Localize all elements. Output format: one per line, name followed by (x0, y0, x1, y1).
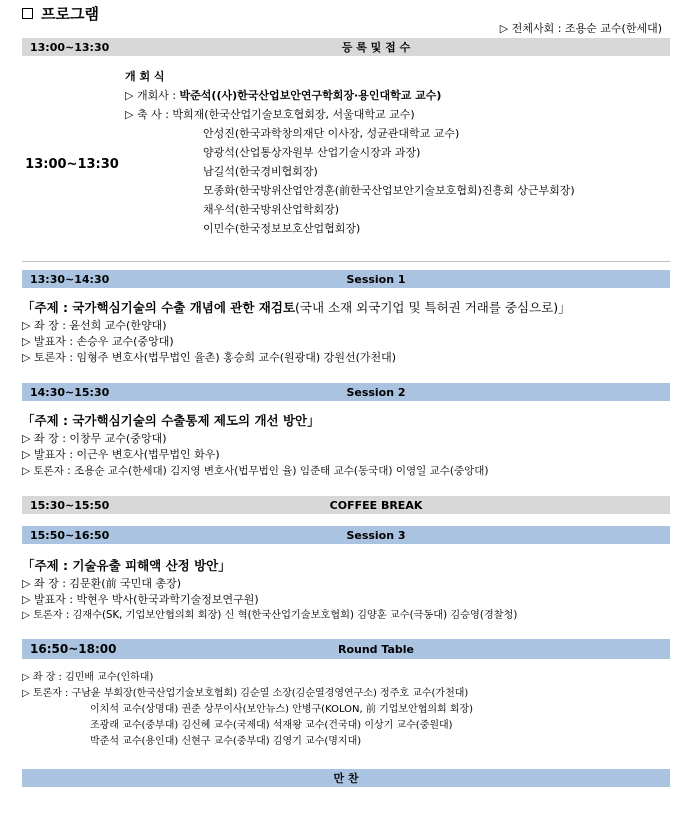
coffee-break-label: COFFEE BREAK (329, 498, 423, 512)
roundtable-label: Round Table (337, 642, 414, 656)
congrats-speaker: 채우석(한국방위산업학회장) (203, 203, 340, 216)
session1-discussants: ▷ 토론자 : 임형주 변호사(법무법인 율촌) 홍승희 교수(원광대) 강원선(가천대) (22, 351, 397, 364)
session1-presenter: ▷ 발표자 : 손승우 교수(중앙대) (22, 335, 174, 348)
opening-heading: 개 회 식 (125, 70, 165, 83)
session3-label: Session 3 (346, 528, 406, 542)
congrats-first: ▷ 축 사 : 박희재(한국산업기술보호협회장, 서울대학교 교수) (125, 108, 415, 121)
session1-topic-normal: (국내 소재 외국기업 및 특허권 거래를 중심으로)」 (295, 300, 571, 315)
session1-time: 13:30~14:30 (30, 272, 110, 286)
session2-presenter: ▷ 발표자 : 이근우 변호사(법무법인 화우) (22, 448, 220, 461)
registration-bar (22, 38, 670, 56)
session3-time: 15:50~16:50 (30, 528, 110, 542)
session1-chair: ▷ 좌 장 : 윤선희 교수(한양대) (22, 319, 167, 332)
session3-discussants: ▷ 토론자 : 김재수(SK, 기업보안협의회 회장) 신 혁(한국산업기술보호협회) 김양훈 교수(극동대) 김승영(경찰청) (22, 610, 518, 621)
moderator-line: ▷ 전체사회 : 조용순 교수(한세대) (499, 22, 662, 35)
session1-content (22, 298, 670, 366)
roundtable-content (22, 670, 670, 750)
roundtable-time: 16:50~18:00 (30, 642, 117, 656)
coffee-break-bar (22, 496, 670, 514)
session2-bar (22, 383, 670, 401)
congrats-speaker: 남길석(한국경비협회장) (203, 165, 318, 178)
checkbox-square-icon (22, 8, 33, 19)
session2-chair: ▷ 좌 장 : 이창무 교수(중앙대) (22, 432, 167, 445)
session1-topic (22, 298, 670, 318)
session3-content (22, 556, 670, 624)
session2-topic: 「주제 : 국가핵심기술의 수출통제 제도의 개선 방안」 (22, 413, 320, 428)
session2-time: 14:30~15:30 (30, 385, 110, 399)
opening-speech-prefix: ▷ 개회사 : (125, 89, 180, 102)
roundtable-bar (22, 639, 670, 659)
roundtable-discussants-line: 이치석 교수(상명대) 권준 상무이사(보안뉴스) 안병구(KOLON, 前 기업보안협의회 회장) (90, 704, 474, 715)
congrats-speaker: 모종화(한국방위산업안경훈(前한국산업보안기술보호협회)진흥회 상근부회장) (203, 184, 575, 197)
roundtable-discussants-first: ▷ 토론자 : 구남윤 부회장(한국산업기술보호협회) 김순열 소장(김순열경영연구소) 정주호 교수(가천대) (22, 688, 469, 699)
session2-content (22, 411, 670, 479)
opening-content (125, 67, 575, 238)
session1-bar (22, 270, 670, 288)
session2-discussants: ▷ 토론자 : 조용순 교수(한세대) 김지영 변호사(법무법인 율) 임준태 교수(동국대) 이영일 교수(중앙대) (22, 465, 489, 477)
session1-topic-bold: 「주제 : 국가핵심기술의 수출 개념에 관한 재검토 (22, 300, 296, 315)
roundtable-discussants-line: 조광래 교수(중부대) 김신혜 교수(국제대) 석재왕 교수(건국대) 이상기 교수(중원대) (90, 720, 453, 731)
session3-chair: ▷ 좌 장 : 김문환(前 국민대 총장) (22, 577, 181, 590)
closing-label: 만 찬 (333, 772, 359, 785)
session2-label: Session 2 (346, 385, 406, 399)
registration-label: 등 록 및 접 수 (341, 41, 411, 54)
opening-ceremony (22, 67, 670, 262)
closing-bar (22, 769, 670, 787)
roundtable-chair: ▷ 좌 장 : 김민배 교수(인하대) (22, 672, 154, 683)
congrats-speaker: 안성진(한국과학창의재단 이사장, 성균관대학교 교수) (203, 127, 460, 140)
roundtable-discussants-line: 박준석 교수(용인대) 신현구 교수(중부대) 김영기 교수(명지대) (90, 736, 362, 747)
congrats-speaker: 이민수(한국정보보호산업협회장) (203, 222, 361, 235)
session3-bar (22, 526, 670, 544)
page-title (22, 3, 99, 24)
opening-time: 13:00~13:30 (25, 156, 119, 172)
opening-speech-name: 박준석((사)한국산업보안연구학회장·용인대학교 교수) (179, 89, 442, 102)
registration-time: 13:00~13:30 (30, 40, 110, 54)
congrats-speaker: 양광석(산업통상자원부 산업기술시장과 과장) (203, 146, 421, 159)
session3-topic: 「주제 : 기술유출 피해액 산정 방안」 (22, 558, 231, 573)
coffee-break-time: 15:30~15:50 (30, 498, 110, 512)
page-title-text: 프로그램 (41, 5, 99, 23)
session3-presenter: ▷ 발표자 : 박현우 박사(한국과학기술정보연구원) (22, 593, 259, 606)
opening-speech (125, 86, 575, 105)
session1-label: Session 1 (346, 272, 406, 286)
